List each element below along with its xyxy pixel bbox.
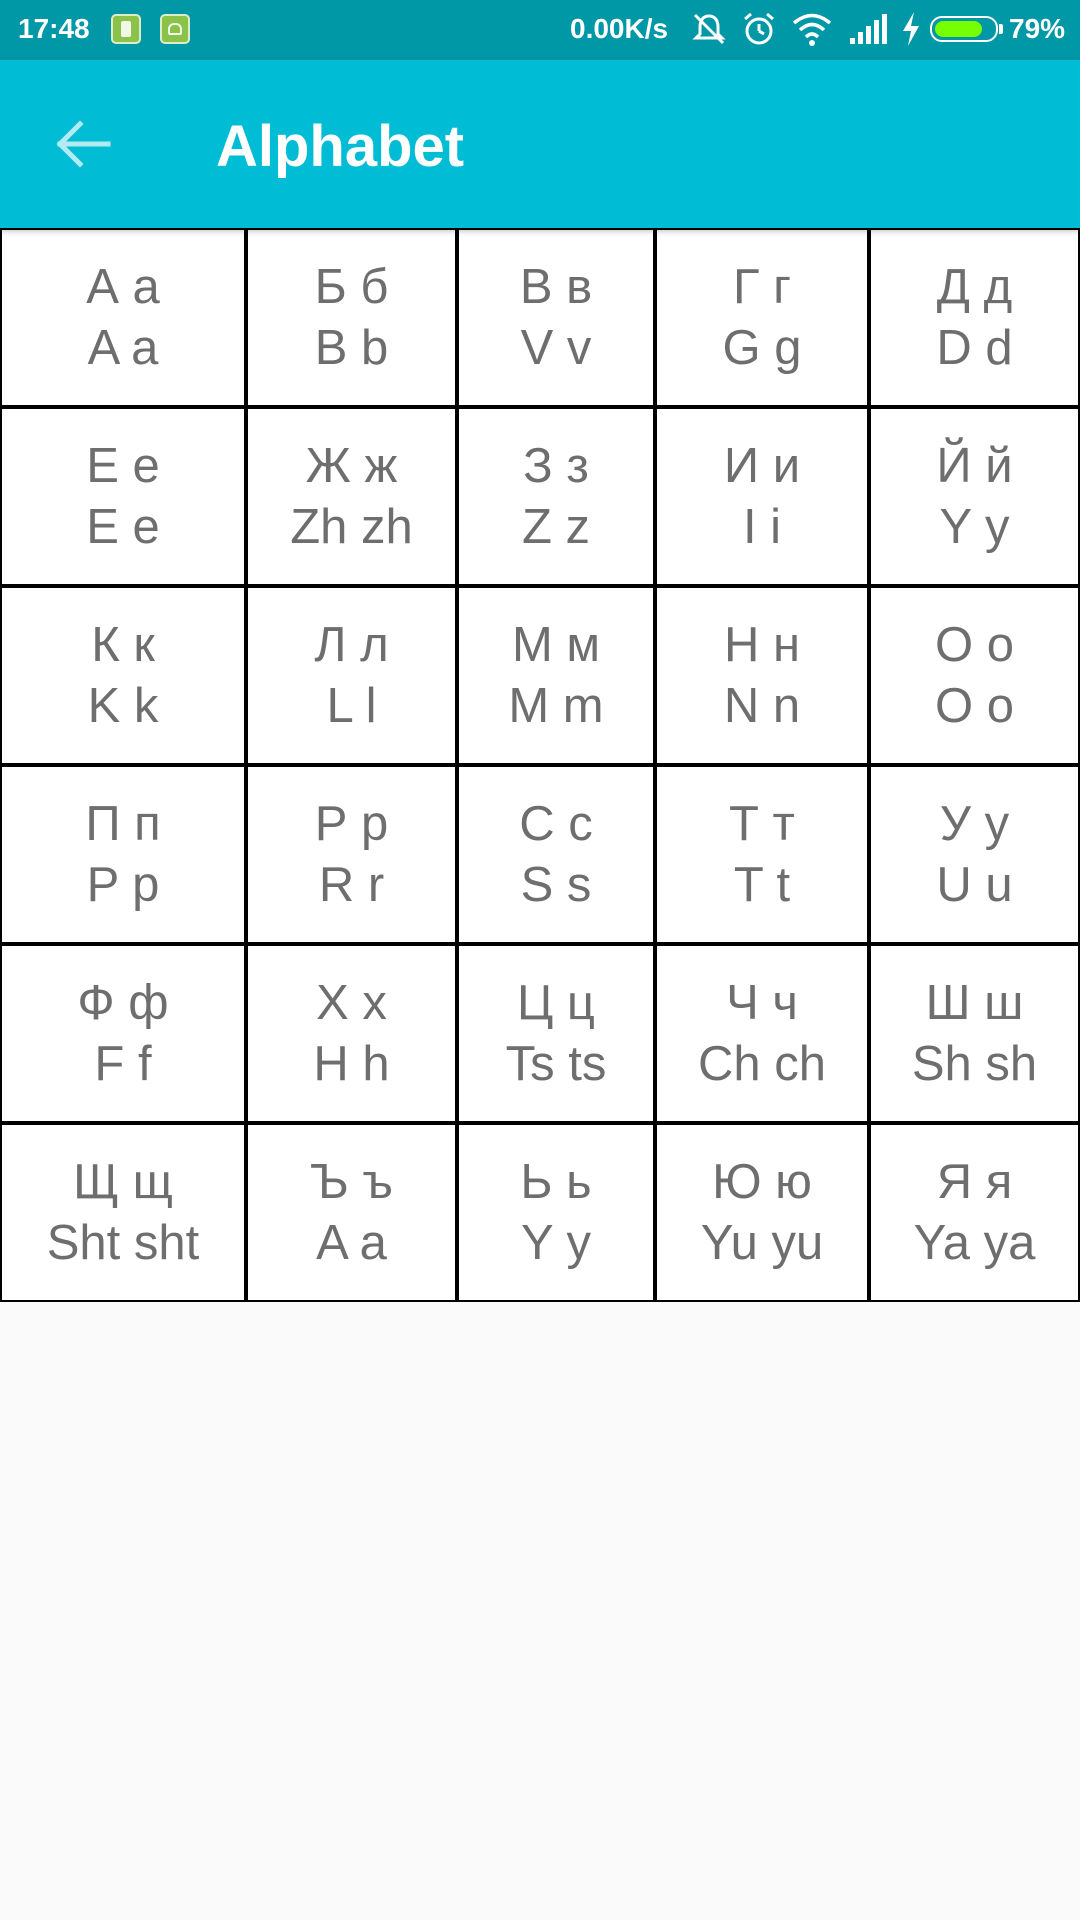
latin-transliteration: F f xyxy=(94,1036,152,1091)
cyrillic-letter: У у xyxy=(939,796,1010,851)
latin-transliteration: P p xyxy=(86,857,160,912)
cyrillic-letter: Ф ф xyxy=(77,975,169,1030)
latin-transliteration: S s xyxy=(520,857,592,912)
latin-transliteration: O o xyxy=(935,678,1014,733)
charging-icon xyxy=(900,10,922,48)
letter-cell[interactable] xyxy=(655,586,869,765)
battery-icon xyxy=(930,16,998,42)
cyrillic-letter: Ш ш xyxy=(925,975,1024,1030)
latin-transliteration: N n xyxy=(723,678,801,733)
latin-transliteration: A a xyxy=(87,320,159,375)
latin-transliteration: U u xyxy=(936,857,1013,912)
latin-transliteration: Y y xyxy=(521,1215,591,1270)
latin-transliteration: Sh sh xyxy=(911,1036,1038,1091)
letter-cell[interactable] xyxy=(246,407,457,586)
letter-cell[interactable] xyxy=(457,944,655,1123)
letter-cell[interactable] xyxy=(655,407,869,586)
cyrillic-letter: Ь ь xyxy=(520,1154,592,1209)
letter-cell[interactable] xyxy=(0,407,246,586)
app-toolbar xyxy=(0,60,1080,228)
letter-cell[interactable] xyxy=(0,1123,246,1302)
latin-transliteration: K k xyxy=(87,678,159,733)
latin-transliteration: Z z xyxy=(521,499,591,554)
cyrillic-letter: Е е xyxy=(86,438,160,493)
latin-transliteration: R r xyxy=(318,857,385,912)
cyrillic-letter: З з xyxy=(523,438,589,493)
cyrillic-letter: Ю ю xyxy=(712,1154,812,1209)
letter-cell[interactable] xyxy=(246,1123,457,1302)
cyrillic-letter: О о xyxy=(935,617,1014,672)
letter-cell[interactable] xyxy=(246,765,457,944)
letter-cell[interactable] xyxy=(457,1123,655,1302)
letter-cell[interactable] xyxy=(655,765,869,944)
letter-cell[interactable] xyxy=(457,407,655,586)
letter-cell[interactable] xyxy=(869,407,1080,586)
latin-transliteration: G g xyxy=(722,320,802,375)
letter-cell[interactable] xyxy=(246,944,457,1123)
status-time: 17:48 xyxy=(18,13,90,44)
alphabet-grid xyxy=(0,228,1080,1302)
cyrillic-letter: Н н xyxy=(723,617,801,672)
letter-cell[interactable] xyxy=(0,586,246,765)
latin-transliteration: Zh zh xyxy=(290,499,413,554)
status-bar xyxy=(0,0,1080,60)
latin-transliteration: E e xyxy=(86,499,160,554)
latin-transliteration: T t xyxy=(733,857,791,912)
cyrillic-letter: Б б xyxy=(314,259,389,314)
alarm-icon xyxy=(740,10,778,48)
signal-icon xyxy=(848,10,888,48)
letter-cell[interactable] xyxy=(655,1123,869,1302)
cyrillic-letter: Д д xyxy=(936,259,1013,314)
cyrillic-letter: В в xyxy=(519,259,593,314)
latin-transliteration: Yu yu xyxy=(700,1215,824,1270)
network-speed: 0.00K/s xyxy=(570,13,669,44)
cyrillic-letter: Ъ ъ xyxy=(309,1154,394,1209)
cyrillic-letter: Щ щ xyxy=(73,1154,173,1209)
letter-cell[interactable] xyxy=(457,765,655,944)
cyrillic-letter: Ц ц xyxy=(517,975,595,1030)
wifi-icon xyxy=(790,10,834,48)
battery-level-fill xyxy=(935,21,982,37)
letter-cell[interactable] xyxy=(0,944,246,1123)
cyrillic-letter: Т т xyxy=(729,796,795,851)
cyrillic-letter: Ж ж xyxy=(305,438,398,493)
letter-cell[interactable] xyxy=(869,765,1080,944)
latin-transliteration: Ya ya xyxy=(913,1215,1036,1270)
battery-tip xyxy=(999,24,1003,34)
cyrillic-letter: Й й xyxy=(936,438,1013,493)
cyrillic-letter: А а xyxy=(86,259,160,314)
latin-transliteration: I i xyxy=(742,499,782,554)
cyrillic-letter: П п xyxy=(85,796,161,851)
letter-cell[interactable] xyxy=(869,944,1080,1123)
page-title: Alphabet xyxy=(216,114,465,179)
letter-cell[interactable] xyxy=(655,228,869,407)
cyrillic-letter: Г г xyxy=(732,259,792,314)
letter-cell[interactable] xyxy=(0,765,246,944)
latin-transliteration: L l xyxy=(326,678,377,733)
android-icon xyxy=(160,14,190,44)
latin-transliteration: Y y xyxy=(939,499,1010,554)
cyrillic-letter: М м xyxy=(511,617,601,672)
latin-transliteration: H h xyxy=(313,1036,390,1091)
cyrillic-letter: Я я xyxy=(936,1154,1013,1209)
latin-transliteration: Ch ch xyxy=(697,1036,826,1091)
latin-transliteration: V v xyxy=(520,320,592,375)
letter-cell[interactable] xyxy=(246,586,457,765)
cyrillic-letter: С с xyxy=(519,796,593,851)
letter-cell[interactable] xyxy=(869,1123,1080,1302)
cyrillic-letter: Х х xyxy=(316,975,387,1030)
latin-transliteration: A a xyxy=(316,1215,387,1270)
latin-transliteration: B b xyxy=(314,320,389,375)
arrow-left-icon xyxy=(40,104,128,184)
letter-cell[interactable] xyxy=(246,228,457,407)
letter-cell[interactable] xyxy=(655,944,869,1123)
latin-transliteration: M m xyxy=(508,678,604,733)
latin-transliteration: Sht sht xyxy=(46,1215,200,1270)
battery-percent: 79% xyxy=(1009,13,1066,44)
letter-cell[interactable] xyxy=(0,228,246,407)
cyrillic-letter: И и xyxy=(723,438,801,493)
cyrillic-letter: Р р xyxy=(314,796,389,851)
back-button[interactable] xyxy=(40,104,128,184)
latin-transliteration: Ts ts xyxy=(505,1036,607,1091)
battery-saver-icon xyxy=(111,14,141,44)
cyrillic-letter: К к xyxy=(91,617,155,672)
letter-cell[interactable] xyxy=(869,586,1080,765)
letter-cell[interactable] xyxy=(457,586,655,765)
letter-cell[interactable] xyxy=(457,228,655,407)
mute-icon xyxy=(690,10,728,48)
cyrillic-letter: Ч ч xyxy=(726,975,798,1030)
cyrillic-letter: Л л xyxy=(314,617,389,672)
latin-transliteration: D d xyxy=(936,320,1013,375)
letter-cell[interactable] xyxy=(869,228,1080,407)
